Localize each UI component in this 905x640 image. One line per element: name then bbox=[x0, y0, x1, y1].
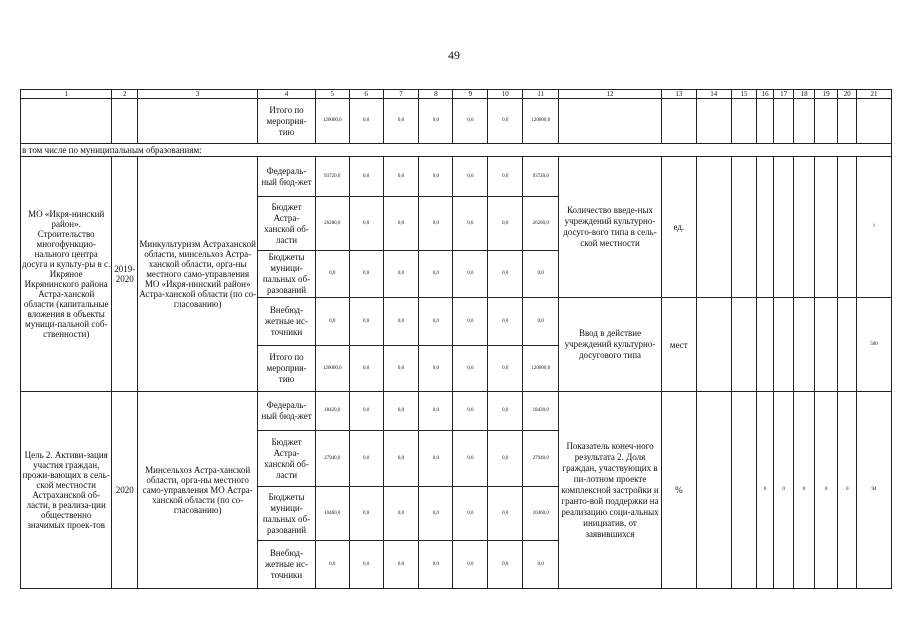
unit-cell: ед. bbox=[661, 157, 696, 298]
header-cell: 11 bbox=[523, 90, 559, 99]
target-cell: 1 bbox=[856, 157, 891, 298]
source-cell: Бюджет Астра-ханской об-ласти bbox=[258, 197, 316, 251]
value-cell: 0,0 bbox=[453, 251, 488, 298]
empty-cell bbox=[773, 99, 794, 144]
header-cell: 9 bbox=[453, 90, 488, 99]
value-cell: 27940,0 bbox=[315, 431, 349, 487]
executor-cell: Минсельхоз Астра-ханской области, орга-ны местного само-управления МО Астра-ханской области (по со-гласованию) bbox=[138, 392, 258, 589]
value-cell: 0,0 bbox=[419, 298, 453, 346]
value-cell: 0,0 bbox=[488, 197, 523, 251]
section-row bbox=[21, 144, 892, 157]
header-cell: 21 bbox=[856, 90, 891, 99]
period-cell: 2019-2020 bbox=[112, 157, 138, 392]
empty-cell bbox=[696, 157, 731, 298]
empty-cell bbox=[731, 157, 757, 298]
header-cell: 18 bbox=[794, 90, 815, 99]
target-cell: 0 bbox=[814, 392, 838, 589]
value-cell: 0,0 bbox=[419, 197, 453, 251]
header-cell: 5 bbox=[315, 90, 349, 99]
value-cell: 0,0 bbox=[419, 157, 453, 197]
value-cell: 0,0 bbox=[383, 157, 419, 197]
value-cell: 0,0 bbox=[419, 99, 453, 144]
value-cell: 0,0 bbox=[488, 431, 523, 487]
empty-cell bbox=[856, 99, 891, 144]
value-cell: 0,0 bbox=[488, 487, 523, 541]
empty-cell bbox=[757, 298, 773, 392]
value-cell: 120000,0 bbox=[315, 99, 349, 144]
value-cell: 0,0 bbox=[523, 541, 559, 589]
empty-cell bbox=[814, 298, 838, 392]
value-cell: 0,0 bbox=[349, 197, 383, 251]
empty-cell bbox=[731, 99, 757, 144]
empty-cell bbox=[838, 99, 856, 144]
value-cell: 0,0 bbox=[349, 298, 383, 346]
value-cell: 0,0 bbox=[419, 431, 453, 487]
indicator-cell: Ввод в действие учреждений культурно-досугового типа bbox=[559, 298, 662, 392]
value-cell: 0,0 bbox=[315, 298, 349, 346]
header-cell: 19 bbox=[814, 90, 838, 99]
value-cell: 0,0 bbox=[523, 298, 559, 346]
value-cell: 0,0 bbox=[383, 541, 419, 589]
source-cell: Внебюд-жетные ис-точники bbox=[258, 298, 316, 346]
target-cell: 500 bbox=[856, 298, 891, 392]
value-cell: 0,0 bbox=[453, 298, 488, 346]
unit-cell: мест bbox=[661, 298, 696, 392]
executor-cell: Минкультуризм Астраханской области, минсельхоз Астра-ханской области, орга-ны местного само-управления МО «Икря-нинский район» Астра-ханской области (по со-гласованию) bbox=[138, 157, 258, 392]
value-cell: 0,0 bbox=[419, 487, 453, 541]
header-cell: 15 bbox=[731, 90, 757, 99]
value-cell: 0,0 bbox=[383, 487, 419, 541]
empty-cell bbox=[731, 298, 757, 392]
value-cell: 93720,0 bbox=[523, 157, 559, 197]
value-cell: 0,0 bbox=[488, 251, 523, 298]
value-cell: 0,0 bbox=[453, 392, 488, 431]
value-cell: 18420,0 bbox=[523, 392, 559, 431]
empty-cell bbox=[814, 157, 838, 298]
header-cell: 2 bbox=[112, 90, 138, 99]
table-row bbox=[21, 392, 892, 431]
header-cell: 14 bbox=[696, 90, 731, 99]
value-cell: 93720,0 bbox=[315, 157, 349, 197]
value-cell: 26280,0 bbox=[315, 197, 349, 251]
empty-cell bbox=[696, 99, 731, 144]
empty-cell bbox=[838, 298, 856, 392]
value-cell: 0,0 bbox=[453, 99, 488, 144]
value-cell: 0,0 bbox=[453, 346, 488, 392]
header-row bbox=[21, 90, 892, 99]
empty-cell bbox=[757, 99, 773, 144]
header-cell: 1 bbox=[21, 90, 112, 99]
value-cell: 0,0 bbox=[523, 251, 559, 298]
page-number: 49 bbox=[448, 48, 460, 62]
value-cell: 120000,0 bbox=[315, 346, 349, 392]
value-cell: 0,0 bbox=[419, 251, 453, 298]
header-cell: 16 bbox=[757, 90, 773, 99]
value-cell: 26280,0 bbox=[523, 197, 559, 251]
value-cell: 0,0 bbox=[453, 487, 488, 541]
empty-cell bbox=[138, 99, 258, 144]
empty-cell bbox=[794, 157, 815, 298]
empty-cell bbox=[112, 99, 138, 144]
event-cell: Цель 2. Активи-зация участия граждан, прожи-вающих в сель-ской местности Астраханской об-ласти, в реализа-ции общественно значимых проек-тов bbox=[21, 392, 112, 589]
value-cell: 0,0 bbox=[383, 251, 419, 298]
value-cell: 0,0 bbox=[419, 541, 453, 589]
empty-cell bbox=[757, 157, 773, 298]
value-cell: 0,0 bbox=[383, 431, 419, 487]
header-cell: 20 bbox=[838, 90, 856, 99]
value-cell: 0,0 bbox=[349, 487, 383, 541]
value-cell: 0,0 bbox=[419, 346, 453, 392]
empty-cell bbox=[21, 99, 112, 144]
empty-cell bbox=[773, 298, 794, 392]
event-cell: МО «Икря-нинский район». Строительство многофункцио-нального центра досуга и культу-ры в с. Икряное Икрянинского района Астра-ханской области (капитальные вложения в объекты муници-пальной соб-ственности) bbox=[21, 157, 112, 392]
source-cell: Бюджеты муници-пальных об-разований bbox=[258, 487, 316, 541]
indicator-cell: Показатель конеч-ного результата 2. Доля граждан, участвующих в пи-лотном проекте комплексной застройки и гранто-вой поддержки на реализацию соци-альных инициатив, от заявившихся bbox=[559, 392, 662, 589]
value-cell: 0,0 bbox=[488, 346, 523, 392]
value-cell: 18420,0 bbox=[315, 392, 349, 431]
header-cell: 8 bbox=[419, 90, 453, 99]
source-cell: Бюджет Астра-ханской об-ласти bbox=[258, 431, 316, 487]
value-cell: 0,0 bbox=[383, 346, 419, 392]
table-row bbox=[21, 99, 892, 144]
value-cell: 0,0 bbox=[349, 157, 383, 197]
value-cell: 0,0 bbox=[488, 541, 523, 589]
source-cell: Федераль-ный бюд-жет bbox=[258, 157, 316, 197]
table-row bbox=[21, 157, 892, 197]
value-cell: 0,0 bbox=[349, 346, 383, 392]
target-cell: 0 bbox=[794, 392, 815, 589]
value-cell: 0,0 bbox=[488, 298, 523, 346]
source-cell: Внебюд-жетные ис-точники bbox=[258, 541, 316, 589]
value-cell: 0,0 bbox=[419, 392, 453, 431]
header-cell: 6 bbox=[349, 90, 383, 99]
value-cell: 0,0 bbox=[383, 298, 419, 346]
source-cell: Итого по мероприя-тию bbox=[258, 99, 316, 144]
target-cell: 0 bbox=[838, 392, 856, 589]
value-cell: 0,0 bbox=[349, 431, 383, 487]
value-cell: 0,0 bbox=[453, 431, 488, 487]
value-cell: 0,0 bbox=[453, 197, 488, 251]
value-cell: 0,0 bbox=[488, 392, 523, 431]
value-cell: 0,0 bbox=[383, 99, 419, 144]
value-cell: 0,0 bbox=[453, 541, 488, 589]
value-cell: 0,0 bbox=[488, 99, 523, 144]
value-cell: 0,0 bbox=[315, 541, 349, 589]
header-cell: 7 bbox=[383, 90, 419, 99]
header-cell: 17 bbox=[773, 90, 794, 99]
empty-cell bbox=[661, 99, 696, 144]
value-cell: 0,0 bbox=[383, 392, 419, 431]
target-cell: 94 bbox=[856, 392, 891, 589]
target-cell: 0 bbox=[757, 392, 773, 589]
empty-cell bbox=[731, 392, 757, 589]
value-cell: 10460,0 bbox=[315, 487, 349, 541]
empty-cell bbox=[794, 99, 815, 144]
value-cell: 0,0 bbox=[349, 251, 383, 298]
empty-cell bbox=[838, 157, 856, 298]
target-cell: 0 bbox=[773, 392, 794, 589]
value-cell: 0,0 bbox=[349, 99, 383, 144]
value-cell: 0,0 bbox=[488, 157, 523, 197]
header-cell: 12 bbox=[559, 90, 662, 99]
value-cell: 120000,0 bbox=[523, 346, 559, 392]
header-cell: 4 bbox=[258, 90, 316, 99]
value-cell: 27940,0 bbox=[523, 431, 559, 487]
value-cell: 0,0 bbox=[315, 251, 349, 298]
header-cell: 10 bbox=[488, 90, 523, 99]
source-cell: Федераль-ный бюд-жет bbox=[258, 392, 316, 431]
program-table bbox=[20, 89, 892, 589]
empty-cell bbox=[773, 157, 794, 298]
value-cell: 120000,0 bbox=[523, 99, 559, 144]
empty-cell bbox=[794, 298, 815, 392]
source-cell: Итого по мероприя-тию bbox=[258, 346, 316, 392]
source-cell: Бюджеты муници-пальных об-разований bbox=[258, 251, 316, 298]
empty-cell bbox=[559, 99, 662, 144]
unit-cell: % bbox=[661, 392, 696, 589]
value-cell: 0,0 bbox=[349, 541, 383, 589]
header-cell: 3 bbox=[138, 90, 258, 99]
period-cell: 2020 bbox=[112, 392, 138, 589]
indicator-cell: Количество введе-ных учреждений культурно-досуго-вого типа в сель-ской местности bbox=[559, 157, 662, 298]
empty-cell bbox=[814, 99, 838, 144]
value-cell: 0,0 bbox=[349, 392, 383, 431]
header-cell: 13 bbox=[661, 90, 696, 99]
value-cell: 0,0 bbox=[453, 157, 488, 197]
section-title: в том числе по муниципальным образованиям: bbox=[21, 144, 892, 157]
empty-cell bbox=[696, 392, 731, 589]
empty-cell bbox=[696, 298, 731, 392]
value-cell: 10460,0 bbox=[523, 487, 559, 541]
value-cell: 0,0 bbox=[383, 197, 419, 251]
